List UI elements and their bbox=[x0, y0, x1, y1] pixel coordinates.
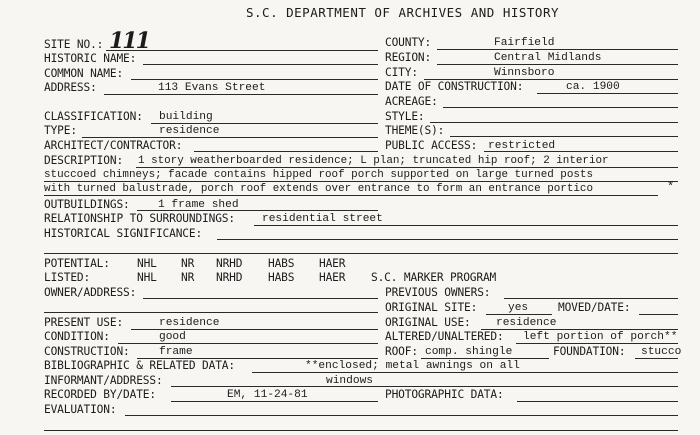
original-site-line bbox=[486, 314, 552, 315]
description-line-2: stuccoed chimneys; facade contains hipped roof porch supported on large turned posts bbox=[44, 169, 593, 181]
recorded-line bbox=[171, 401, 378, 402]
condition-value: good bbox=[159, 331, 186, 343]
original-use-line bbox=[481, 329, 678, 330]
region-label: REGION: bbox=[385, 51, 432, 64]
site-no-value: 111 bbox=[109, 28, 149, 54]
informant-label: INFORMANT/ADDRESS: bbox=[44, 374, 163, 387]
city-value: Winnsboro bbox=[494, 67, 555, 79]
site-no-label: SITE NO.: bbox=[44, 38, 104, 51]
date-label: DATE OF CONSTRUCTION: bbox=[385, 80, 524, 93]
description-line-1: 1 story weatherboarded residence; L plan; truncated hip roof; 2 interior bbox=[138, 155, 609, 167]
listed-nr: NR bbox=[181, 271, 195, 284]
region-line bbox=[437, 64, 678, 65]
theme-label: THEME(S): bbox=[385, 124, 445, 137]
recorded-label: RECORDED BY/DATE: bbox=[44, 388, 156, 401]
acreage-line bbox=[443, 107, 678, 108]
potential-label: POTENTIAL: bbox=[44, 257, 110, 270]
present-use-value: residence bbox=[159, 317, 220, 329]
description-label: DESCRIPTION: bbox=[44, 154, 124, 167]
potential-habs: HABS bbox=[268, 257, 295, 270]
form-header: S.C. DEPARTMENT OF ARCHIVES AND HISTORY bbox=[246, 5, 559, 20]
roof-value: comp. shingle bbox=[425, 346, 513, 358]
previous-owners-line bbox=[504, 298, 678, 299]
bibliographic-label: BIBLIOGRAPHIC & RELATED DATA: bbox=[44, 359, 235, 372]
evaluation-line bbox=[125, 415, 678, 416]
informant-line bbox=[171, 386, 678, 387]
type-value: residence bbox=[159, 125, 220, 137]
historic-name-line bbox=[143, 64, 378, 65]
theme-line bbox=[450, 136, 678, 137]
public-access-label: PUBLIC ACCESS: bbox=[385, 139, 478, 152]
city-label: CITY: bbox=[385, 66, 418, 79]
recorded-value: EM, 11-24-81 bbox=[227, 389, 308, 401]
description-underline-3 bbox=[44, 195, 658, 196]
relationship-label: RELATIONSHIP TO SURROUNDINGS: bbox=[44, 212, 235, 225]
potential-nr: NR bbox=[181, 257, 195, 270]
listed-nhl: NHL bbox=[137, 271, 157, 284]
region-value: Central Midlands bbox=[494, 52, 602, 64]
original-use-label: ORIGINAL USE: bbox=[385, 316, 471, 329]
classification-value: building bbox=[159, 111, 213, 123]
foundation-line bbox=[635, 358, 678, 359]
moved-date-label: MOVED/DATE: bbox=[558, 301, 631, 314]
altered-label: ALTERED/UNALTERED: bbox=[385, 330, 504, 343]
acreage-label: ACREAGE: bbox=[385, 95, 438, 108]
roof-label: ROOF: bbox=[385, 345, 418, 358]
altered-line bbox=[516, 343, 678, 344]
site-no-line bbox=[106, 50, 378, 51]
type-line bbox=[82, 137, 378, 138]
photographic-label: PHOTOGRAPHIC DATA: bbox=[385, 388, 504, 401]
potential-haer: HAER bbox=[319, 257, 346, 270]
owner-address-line bbox=[143, 298, 378, 299]
classification-line bbox=[151, 123, 378, 124]
evaluation-label: EVALUATION: bbox=[44, 403, 117, 416]
address-value: 113 Evans Street bbox=[158, 82, 266, 94]
potential-nhl: NHL bbox=[137, 257, 157, 270]
type-label: TYPE: bbox=[44, 124, 77, 137]
description-asterisk: * bbox=[667, 180, 675, 194]
style-line bbox=[430, 122, 678, 123]
address-line bbox=[104, 94, 378, 95]
relationship-value: residential street bbox=[262, 213, 383, 225]
original-site-label: ORIGINAL SITE: bbox=[385, 301, 478, 314]
roof-line bbox=[421, 358, 549, 359]
architect-line bbox=[194, 151, 378, 152]
date-value: ca. 1900 bbox=[566, 81, 620, 93]
bibliographic-note-2: windows bbox=[326, 375, 373, 387]
foundation-value: stucco bbox=[641, 346, 682, 358]
potential-nrhd: NRHD bbox=[216, 257, 243, 270]
photographic-line bbox=[517, 401, 678, 402]
condition-line bbox=[118, 343, 378, 344]
moved-date-line bbox=[639, 314, 678, 315]
previous-owners-label: PREVIOUS OWNERS: bbox=[385, 286, 491, 299]
common-name-label: COMMON NAME: bbox=[44, 67, 124, 80]
classification-label: CLASSIFICATION: bbox=[44, 110, 143, 123]
owner-address-label: OWNER/ADDRESS: bbox=[44, 286, 137, 299]
original-use-value: residence bbox=[496, 317, 557, 329]
condition-label: CONDITION: bbox=[44, 330, 110, 343]
county-value: Fairfield bbox=[494, 37, 555, 49]
significance-line-1 bbox=[217, 239, 678, 240]
description-underline-1 bbox=[136, 167, 678, 168]
listed-haer: HAER bbox=[319, 271, 346, 284]
significance-line-2 bbox=[44, 253, 678, 254]
outbuildings-label: OUTBUILDINGS: bbox=[44, 198, 130, 211]
construction-label: CONSTRUCTION: bbox=[44, 345, 130, 358]
bibliographic-note-1: **enclosed; metal awnings on all bbox=[305, 360, 520, 372]
owner-address-line-2 bbox=[44, 312, 378, 313]
present-use-label: PRESENT USE: bbox=[44, 316, 124, 329]
listed-nrhd: NRHD bbox=[216, 271, 243, 284]
construction-value: frame bbox=[159, 346, 193, 358]
public-access-line bbox=[484, 151, 678, 152]
evaluation-line-2 bbox=[44, 430, 678, 431]
public-access-value: restricted bbox=[488, 140, 556, 152]
listed-habs: HABS bbox=[268, 271, 295, 284]
marker-program-label: S.C. MARKER PROGRAM bbox=[371, 271, 497, 284]
outbuildings-line bbox=[137, 210, 378, 211]
date-line bbox=[537, 93, 678, 94]
altered-value: left portion of porch** bbox=[523, 331, 678, 343]
common-name-line bbox=[131, 79, 378, 80]
description-line-3: with turned balustrade, porch roof extends over entrance to form an entrance portico bbox=[44, 183, 593, 195]
bibliographic-line bbox=[252, 372, 678, 373]
county-label: COUNTY: bbox=[385, 36, 432, 49]
county-line bbox=[437, 49, 678, 50]
style-label: STYLE: bbox=[385, 110, 425, 123]
original-site-value: yes bbox=[508, 302, 529, 314]
foundation-label: FOUNDATION: bbox=[553, 345, 626, 358]
outbuildings-value: 1 frame shed bbox=[158, 199, 239, 211]
address-label: ADDRESS: bbox=[44, 81, 97, 94]
significance-label: HISTORICAL SIGNIFICANCE: bbox=[44, 227, 203, 240]
historic-name-label: HISTORIC NAME: bbox=[44, 52, 137, 65]
listed-label: LISTED: bbox=[44, 271, 91, 284]
present-use-line bbox=[131, 329, 378, 330]
relationship-line bbox=[254, 225, 678, 226]
architect-label: ARCHITECT/CONTRACTOR: bbox=[44, 139, 183, 152]
description-underline-2 bbox=[44, 181, 678, 182]
